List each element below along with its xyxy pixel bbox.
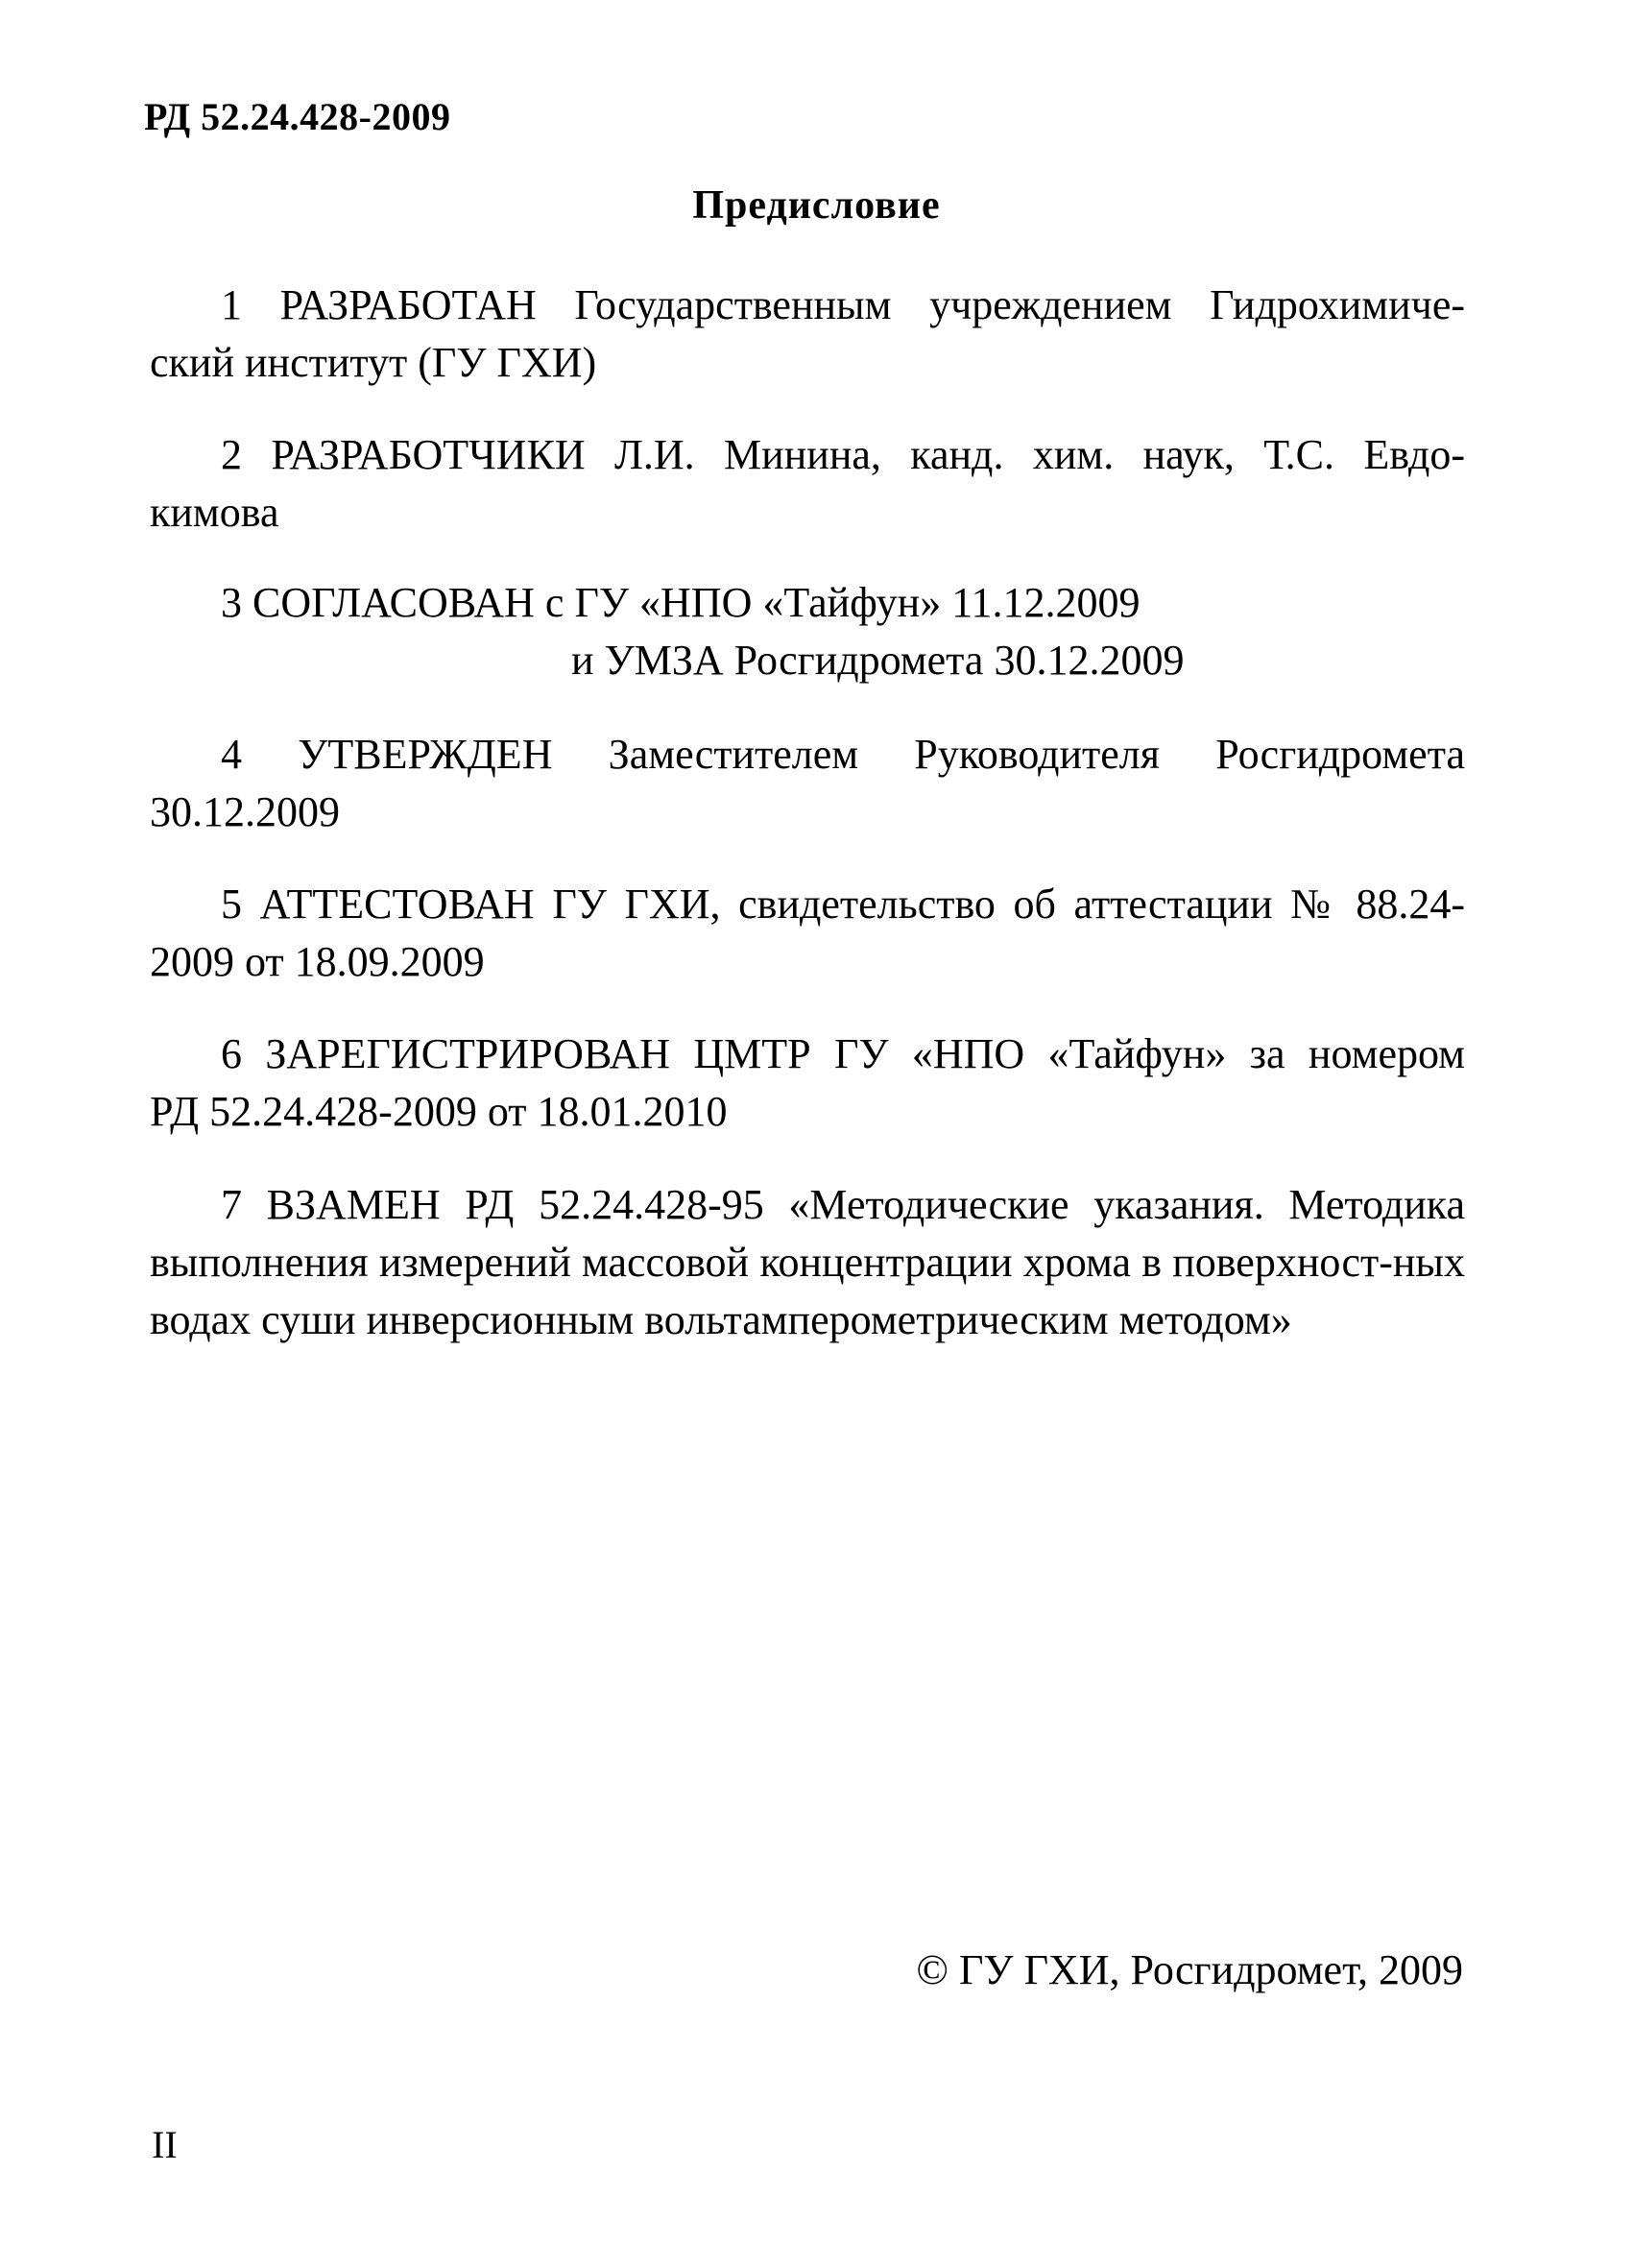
foreword-item-agreed-line1: 3 СОГЛАСОВАН с ГУ «НПО «Тайфун» 11.12.2009 <box>221 579 1141 626</box>
copyright-notice: © ГУ ГХИ, Росгидромет, 2009 <box>916 1946 1463 1993</box>
foreword-item-approved <box>150 726 1465 841</box>
foreword-item-developers <box>150 426 1465 542</box>
foreword-item-developed <box>150 277 1465 392</box>
foreword-item-developed-line1: 1 РАЗРАБОТАН Государственным учреждением Гидрохимиче- <box>221 281 1465 328</box>
foreword-item-certified-line1: 5 АТТЕСТОВАН ГУ ГХИ, свидетельство об аттестации № 88.24- <box>221 881 1465 928</box>
foreword-item-approved-rest: 30.12.2009 <box>150 788 340 835</box>
foreword-item-replaces-line1: 7 ВЗАМЕН РД 52.24.428-95 «Методические указания. Методика <box>221 1181 1465 1228</box>
foreword-item-agreed <box>221 574 1184 689</box>
document-code: РД 52.24.428-2009 <box>144 95 451 138</box>
foreword-item-certified-rest: 2009 от 18.09.2009 <box>150 938 485 985</box>
foreword-item-certified <box>150 876 1465 991</box>
foreword-item-developers-line1: 2 РАЗРАБОТЧИКИ Л.И. Минина, канд. хим. наук, Т.С. Евдо- <box>221 431 1465 478</box>
foreword-item-registered <box>150 1025 1465 1141</box>
foreword-item-replaces <box>150 1176 1465 1349</box>
foreword-item-replaces-rest: выполнения измерений массовой концентрации хрома в поверхност-ных водах суши инверсионным вольтамперометрическим методом» <box>150 1239 1465 1343</box>
foreword-item-registered-rest: РД 52.24.428-2009 от 18.01.2010 <box>150 1088 728 1135</box>
foreword-item-approved-line1: 4 УТВЕРЖДЕН Заместителем Руководителя Росгидромета <box>221 731 1465 778</box>
foreword-item-developed-rest: ский институт (ГУ ГХИ) <box>150 339 597 386</box>
page-number: II <box>152 2123 178 2166</box>
foreword-item-registered-line1: 6 ЗАРЕГИСТРИРОВАН ЦМТР ГУ «НПО «Тайфун» за номером <box>221 1030 1465 1077</box>
foreword-item-agreed-line2: и УМЗА Росгидромета 30.12.2009 <box>571 637 1185 684</box>
page-title: Предисловие <box>692 183 941 228</box>
foreword-item-developers-rest: кимова <box>150 489 279 536</box>
